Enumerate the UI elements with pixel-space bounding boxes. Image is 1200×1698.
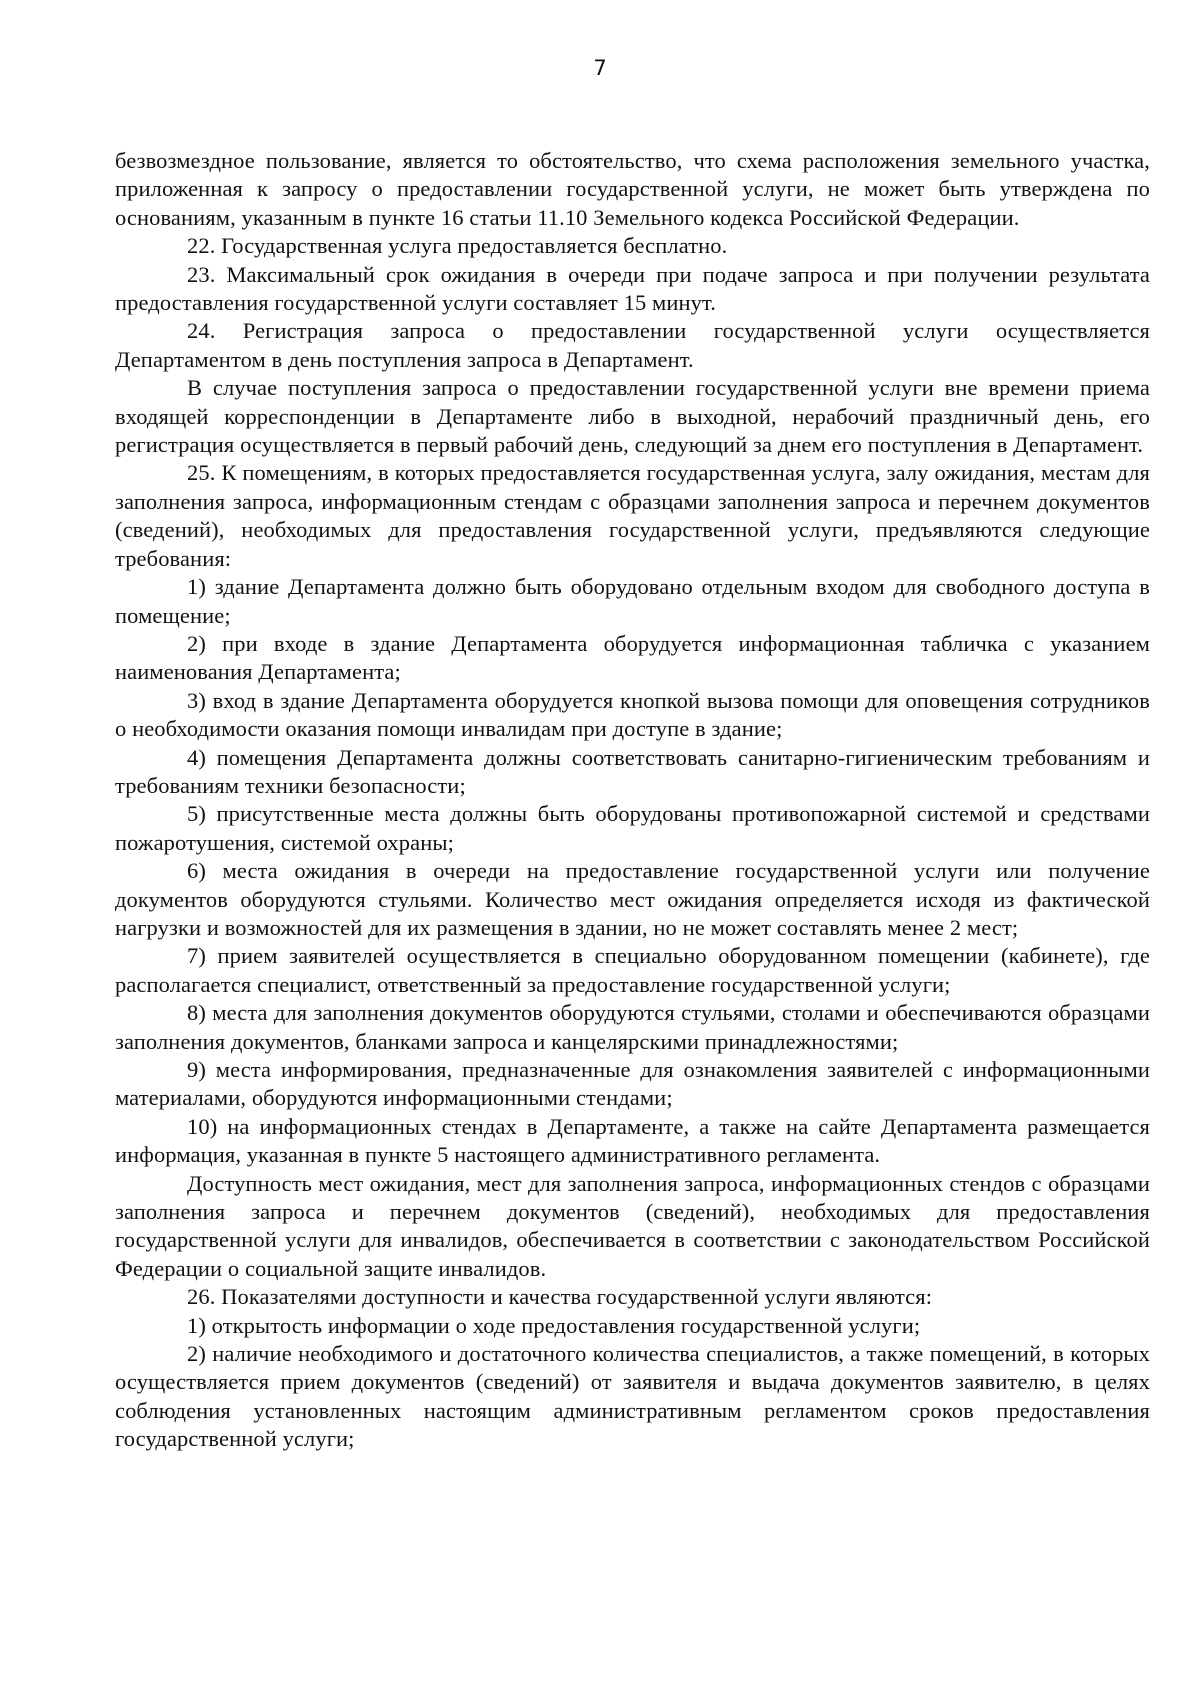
paragraph: Доступность мест ожидания, мест для заполнения запроса, информационных стендов с образцами заполнения запроса и перечнем документов (сведений), необходимых для предоставления государственной услуги для инвалидов, обеспечивается в соответствии с законодательством Российской Федерации о социальной защите инвалидов. (115, 1170, 1150, 1281)
list-item: 1) здание Департамента должно быть оборудовано отдельным входом для свободного доступа в помещение; (115, 574, 1150, 628)
list-item: 5) присутственные места должны быть оборудованы противопожарной системой и средствами пожаротушения, системой охраны; (115, 801, 1150, 855)
list-item: 9) места информирования, предназначенные для ознакомления заявителей с информационными материалами, оборудуются информационными стендами; (115, 1057, 1150, 1111)
paragraph: 25. К помещениям, в которых предоставляется государственная услуга, залу ожидания, местам для заполнения запроса, информационным стендам с образцами заполнения запроса и перечнем документов (сведений), необходимых для предоставления государственной услуги, предъявляются следующие требования: (115, 460, 1150, 571)
paragraph: 26. Показателями доступности и качества государственной услуги являются: (187, 1284, 933, 1310)
list-item: 2) наличие необходимого и достаточного количества специалистов, а также помещений, в которых осуществляется прием документов (сведений) от заявителя и выдача документов заявителю, в целях соблюдения установленных настоящим административным регламентом сроков предоставления государственной услуги; (115, 1341, 1150, 1452)
page-number: 7 (593, 56, 607, 80)
paragraph: 23. Максимальный срок ожидания в очереди при подаче запроса и при получении результата предоставления государственной услуги составляет 15 минут. (115, 261, 1150, 316)
list-item: 4) помещения Департамента должны соответствовать санитарно-гигиеническим требованиям и требованиям техники безопасности; (115, 744, 1150, 798)
list-item: 3) вход в здание Департамента оборудуется кнопкой вызова помощи для оповещения сотрудников о необходимости оказания помощи инвалидам при доступе в здание; (115, 687, 1150, 742)
list-item: 2) при входе в здание Департамента оборудуется информационная табличка с указанием наименования Департамента; (115, 630, 1150, 685)
list-item: 10) на информационных стендах в Департаменте, а также на сайте Департамента размещается информация, указанная в пункте 5 настоящего административного регламента. (115, 1113, 1150, 1168)
list-item: 7) прием заявителей осуществляется в специально оборудованном помещении (кабинете), где располагается специалист, ответственный за предоставление государственной услуги; (115, 943, 1150, 997)
list-item: 6) места ожидания в очереди на предоставление государственной услуги или получение документов оборудуются стульями. Количество мест ожидания определяется исходя из фактической нагрузки и возможностей для их размещения в здании, но не может составлять менее 2 мест; (115, 858, 1150, 940)
document-body (115, 147, 1150, 1454)
list-item: 1) открытость информации о ходе предоставления государственной услуги; (187, 1312, 921, 1338)
paragraph: безвозмездное пользование, является то обстоятельство, что схема расположения земельного участка, приложенная к запросу о предоставлении государственной услуги, не может быть утверждена по основаниям, указанным в пункте 16 статьи 11.10 Земельного кодекса Российской Федерации. (115, 148, 1150, 230)
list-item: 8) места для заполнения документов оборудуются стульями, столами и обеспечиваются образцами заполнения документов, бланками запроса и канцелярскими принадлежностями; (115, 1000, 1150, 1054)
paragraph: 22. Государственная услуга предоставляется бесплатно. (187, 233, 728, 259)
paragraph: В случае поступления запроса о предоставлении государственной услуги вне времени приема входящей корреспонденции в Департаменте либо в выходной, нерабочий праздничный день, его регистрация осуществляется в первый рабочий день, следующий за днем его поступления в Департамент. (115, 375, 1150, 458)
paragraph: 24. Регистрация запроса о предоставлении государственной услуги осуществляется Департаментом в день поступления запроса в Департамент. (115, 318, 1150, 372)
